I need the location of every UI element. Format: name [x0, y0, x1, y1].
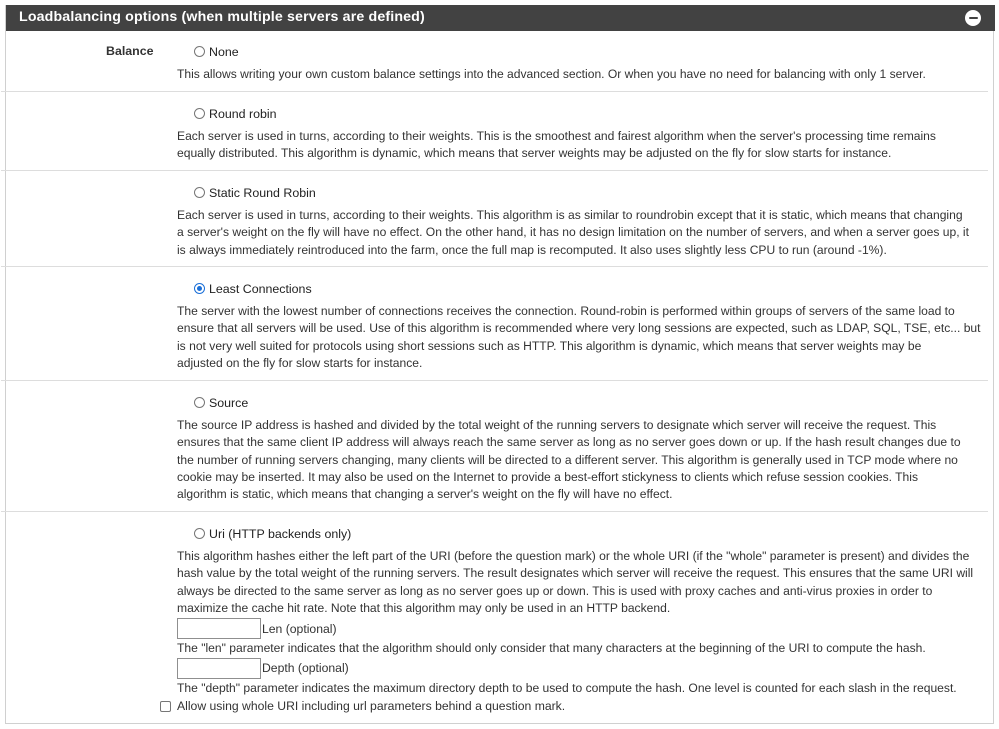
depth-suffix: Depth (optional) [262, 661, 349, 675]
radio-round-robin-circle[interactable] [194, 108, 205, 119]
description-line: ensure that all servers will be used. Use of this algorithm is recommended where very long sessions are expected, such as LDAP, SQL, TSE, etc... but [177, 321, 981, 336]
len-help: The "len" parameter indicates that the algorithm should only consider that many characters at the beginning of the URI to compute the hash. [177, 641, 926, 655]
panel-header [6, 5, 995, 31]
static-round-robin-description [177, 207, 977, 259]
description-line: The source IP address is hashed and divided by the total weight of the running servers to designate which server will receive the request. This [177, 418, 937, 432]
description-line: is always immediately reintroduced into the farm, once the full map is recomputed. It also uses slightly less CPU to run (around -1%). [177, 242, 887, 257]
source-description [177, 417, 977, 503]
least-connections-description [177, 303, 981, 372]
radio-least-connections-circle[interactable] [194, 283, 205, 294]
radio-uri-label: Uri (HTTP backends only) [209, 527, 352, 541]
description-line: a server's weight on the fly will have no effect. On the other hand, it has no design limitation on the number of servers, and when a server goes up, it [177, 225, 969, 240]
option-divider [1, 380, 988, 381]
minus-circle-icon[interactable] [965, 10, 981, 26]
description-line: maximize the cache hit rate. Note that this algorithm may only be used in an HTTP backend. [177, 600, 671, 615]
description-line: algorithm is static, which means that changing a server's weight on the fly will have no effect. [177, 487, 673, 502]
depth-input[interactable] [177, 658, 261, 679]
description-line: hash value by the total weight of the running servers. The result designates which server will receive the request. This ensures that the same URI will [177, 566, 974, 581]
radio-static-round-robin-circle[interactable] [194, 187, 205, 198]
round-robin-description [177, 128, 977, 163]
option-divider [1, 170, 988, 171]
radio-static-round-robin-label: Static Round Robin [209, 186, 316, 200]
description-line: equally distributed. This algorithm is dynamic, which means that server weights may be adjusted on the fly for slow starts for instance. [177, 146, 892, 161]
description-line: is not very well suited for protocols using short sessions such as HTTP. This algorithm is dynamic, which means that server weights may be [177, 338, 922, 353]
description-line: the number of running servers changing, many clients will be directed to a different server. This algorithm is generally used in TCP mode where no [177, 452, 958, 467]
radio-least-connections-label: Least Connections [209, 282, 312, 296]
option-divider [1, 511, 988, 512]
option-divider [1, 91, 988, 92]
whole-uri-label: Allow using whole URI including url parameters behind a question mark. [177, 699, 566, 713]
none-description: This allows writing your own custom balance settings into the advanced section. Or when you have no need for balancing with only 1 server. [177, 67, 926, 81]
len-suffix: Len (optional) [262, 622, 337, 636]
balance-label: Balance [106, 44, 154, 58]
depth-help: The "depth" parameter indicates the maximum directory depth to be used to compute the hash. One level is counted for each slash in the request. [177, 681, 957, 695]
description-line: Each server is used in turns, according to their weights. This is the smoothest and fairest algorithm when the server's processing time remains [177, 129, 936, 143]
len-input[interactable] [177, 618, 261, 639]
description-line: This algorithm hashes either the left part of the URI (before the question mark) or the whole URI (if the "whole" parameter is present) and divides the [177, 549, 970, 563]
radio-source-label: Source [209, 396, 249, 410]
description-line: cookie may be inserted. It may also be used on the Internet to provide a best-effort stickyness to clients which refuse session cookies. This [177, 469, 919, 484]
whole-uri-checkbox[interactable] [160, 701, 171, 712]
radio-round-robin-label: Round robin [209, 107, 277, 121]
description-line: Each server is used in turns, according to their weights. This algorithm is as similar to roundrobin except that it is static, which means that changing [177, 208, 963, 222]
radio-source-circle[interactable] [194, 397, 205, 408]
description-line: always be directed to the same server as long as no server goes up or down. This is used with proxy caches and anti-virus proxies in order to [177, 583, 933, 598]
uri-description [177, 548, 977, 617]
option-divider [1, 266, 988, 267]
radio-none-label: None [209, 45, 239, 59]
description-line: ensures that the same client IP address will always reach the same server as long as no server goes down or up. If the hash result changes due to [177, 435, 961, 450]
radio-uri-circle[interactable] [194, 528, 205, 539]
description-line: adjusted on the fly for slow starts for instance. [177, 355, 423, 370]
panel-title: Loadbalancing options (when multiple servers are defined) [19, 9, 425, 25]
description-line: The server with the lowest number of connections receives the connection. Round-robin is performed within groups of servers of the same load to [177, 304, 955, 318]
radio-none-circle[interactable] [194, 46, 205, 57]
